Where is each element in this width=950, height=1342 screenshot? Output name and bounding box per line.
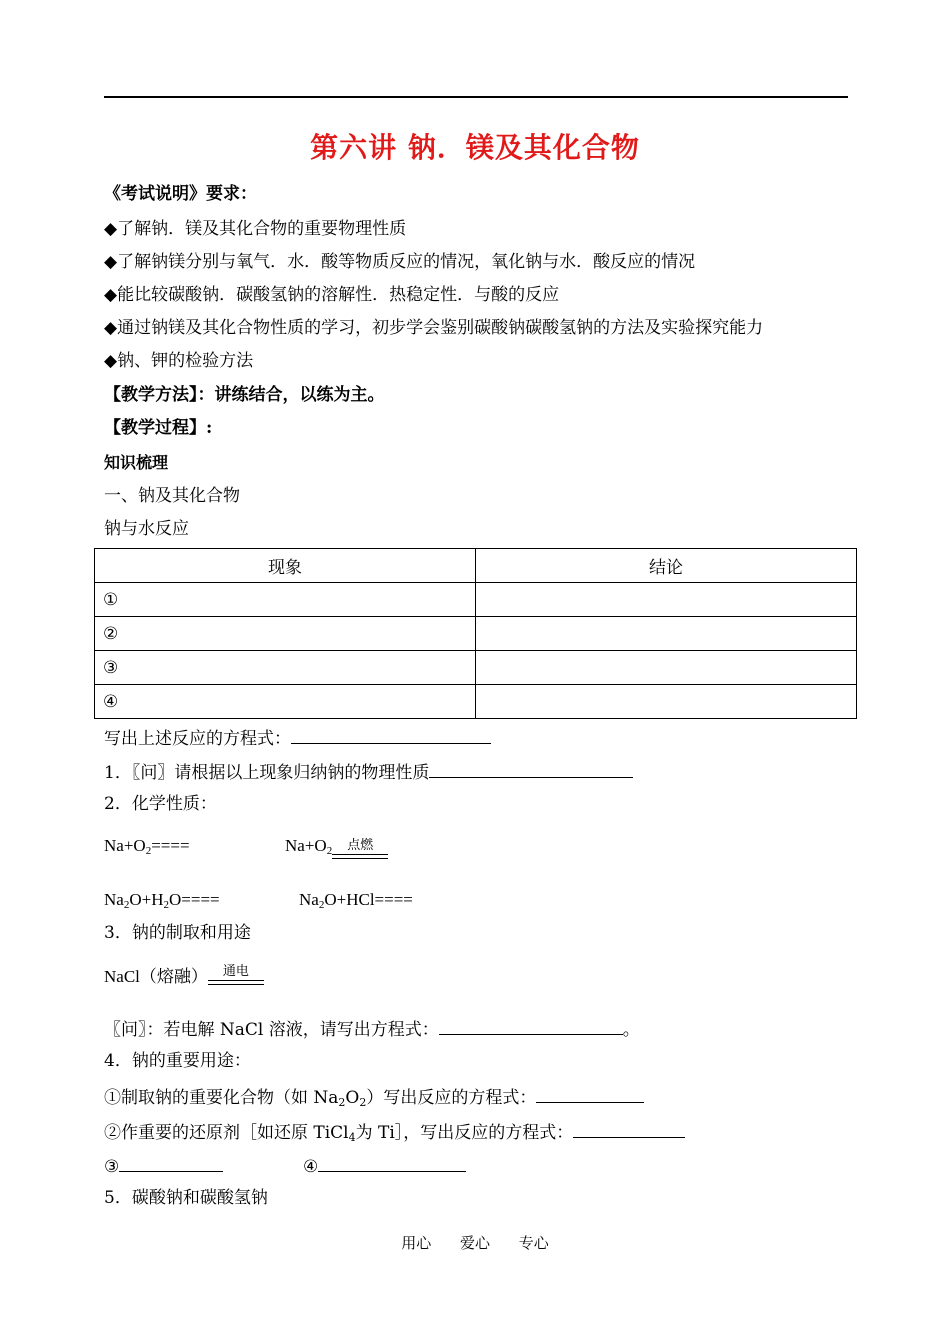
column-header-phenomenon: 现象 xyxy=(95,549,476,583)
footer-text: 用心 xyxy=(401,1234,432,1252)
answer-blank[interactable] xyxy=(439,1016,623,1035)
question-3: 3．钠的制取和用途 xyxy=(104,923,251,943)
requirement-item: ◆钠、钾的检验方法 xyxy=(104,351,254,371)
subsection-heading: 钠与水反应 xyxy=(104,519,189,539)
table-row xyxy=(95,617,857,651)
use-4-line: ④ xyxy=(303,1153,466,1179)
question-4: 4．钠的重要用途： xyxy=(104,1051,251,1071)
table-cell xyxy=(476,651,857,685)
requirement-item: ◆通过钠镁及其化合物性质的学习，初步学会鉴别碳酸钠碳酸氢钠的方法及实验探究能力 xyxy=(104,318,764,338)
observation-table xyxy=(94,548,857,719)
answer-blank[interactable] xyxy=(119,1153,223,1172)
equation-nacl-electrolysis: NaCl（熔融） 通电 xyxy=(104,965,264,989)
reaction-condition-arrow: 点燃 xyxy=(332,841,388,863)
table-cell: ④ xyxy=(95,685,476,719)
answer-blank[interactable] xyxy=(573,1119,685,1138)
table-cell: ② xyxy=(95,617,476,651)
question-1: 1．〖问〗请根据以上现象归纳钠的物理性质 xyxy=(104,763,430,783)
page-footer xyxy=(0,1232,950,1253)
table-row xyxy=(95,651,857,685)
teaching-method: 【教学方法】：讲练结合，以练为主。 xyxy=(104,385,385,405)
write-equation-label: 写出上述反应的方程式： xyxy=(104,729,291,749)
question-2: 2．化学性质： xyxy=(104,794,217,814)
table-cell xyxy=(476,617,857,651)
question-1-line xyxy=(104,759,633,785)
table-cell: ③ xyxy=(95,651,476,685)
section-heading: 一、钠及其化合物 xyxy=(104,486,240,506)
requirement-item: ◆能比较碳酸钠．碳酸氢钠的溶解性．热稳定性．与酸的反应 xyxy=(104,285,560,305)
footer-text: 专心 xyxy=(518,1234,549,1252)
answer-blank[interactable] xyxy=(429,759,633,778)
electrolysis-question-line: 〖问〗：若电解 NaCl 溶液，请写出方程式： 。 xyxy=(104,1016,640,1042)
table-cell: ① xyxy=(95,583,476,617)
column-header-conclusion: 结论 xyxy=(476,549,857,583)
footer-text: 爱心 xyxy=(459,1234,490,1252)
question-5: 5．碳酸钠和碳酸氢钠 xyxy=(104,1188,268,1208)
write-equation-line xyxy=(104,725,491,751)
answer-blank[interactable] xyxy=(536,1084,644,1103)
use-2-line: ②作重要的还原剂［如还原 TiCl$_4$为 Ti］，写出反应的方程式： xyxy=(104,1119,685,1150)
requirement-item: ◆了解钠镁分别与氧气．水．酸等物质反应的情况，氧化钠与水．酸反应的情况 xyxy=(104,252,696,272)
use-1-line: ①制取钠的重要化合物（如 $Na_2O_2$）写出反应的方程式： xyxy=(104,1084,644,1115)
page-title: 第六讲 钠．镁及其化合物 xyxy=(310,131,640,164)
header-rule xyxy=(104,96,848,98)
table-header-row xyxy=(95,549,857,583)
equation-na-o2-ignite: $Na+O_2$ 点燃 xyxy=(285,834,388,863)
equation-na2o-h2o: $Na_2O+H_2O====$ xyxy=(104,890,220,911)
table-row xyxy=(95,583,857,617)
equation-na-o2: $Na+O_2====$ xyxy=(104,836,190,857)
answer-blank[interactable] xyxy=(291,725,491,744)
requirement-item: ◆了解钠．镁及其化合物的重要物理性质 xyxy=(104,219,407,239)
answer-blank[interactable] xyxy=(318,1153,466,1172)
electrolysis-question: 〖问〗：若电解 NaCl 溶液，请写出方程式： xyxy=(104,1020,439,1040)
table-cell xyxy=(476,583,857,617)
use-3-line: ③ xyxy=(104,1153,223,1179)
table-row xyxy=(95,685,857,719)
requirements-heading: 《考试说明》要求： xyxy=(104,184,257,204)
reaction-condition-arrow: 通电 xyxy=(208,967,264,989)
teaching-process: 【教学过程】: xyxy=(104,418,213,438)
table-cell xyxy=(476,685,857,719)
equation-na2o-hcl: $Na_2O+HCl====$ xyxy=(299,890,413,911)
knowledge-heading: 知识梳理 xyxy=(104,453,169,472)
